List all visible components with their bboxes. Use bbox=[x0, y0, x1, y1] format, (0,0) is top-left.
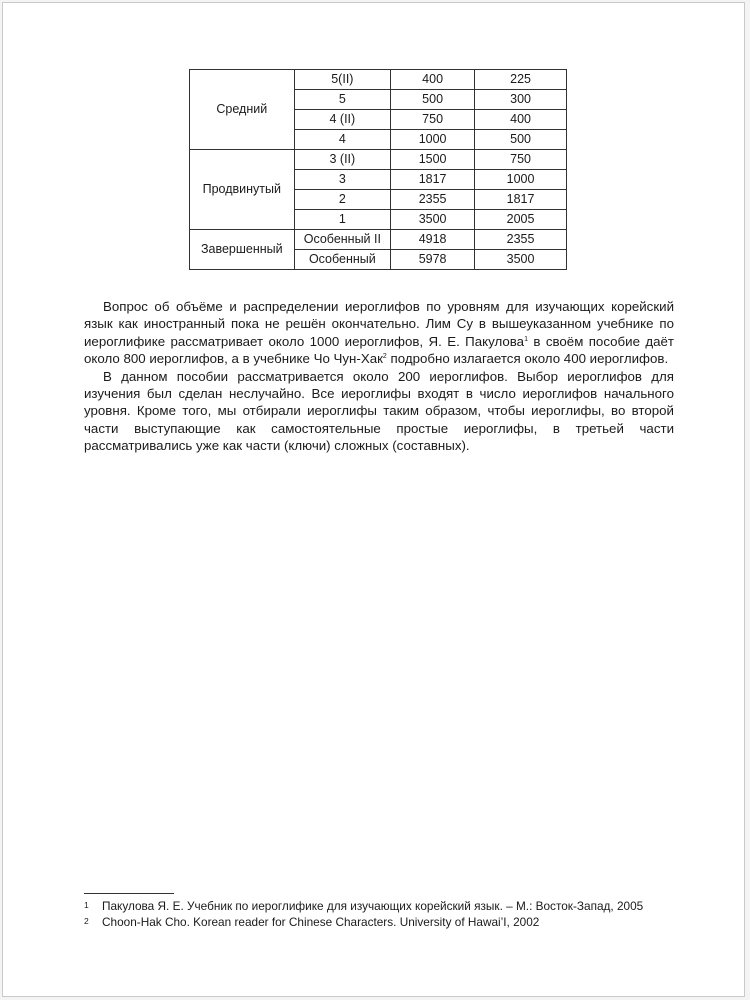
count-cell: 1817 bbox=[475, 190, 567, 210]
footnote bbox=[84, 915, 684, 931]
grade-cell: Особенный II bbox=[294, 230, 390, 250]
count-cell: 750 bbox=[391, 110, 475, 130]
count-cell: 225 bbox=[475, 70, 567, 90]
count-cell: 400 bbox=[475, 110, 567, 130]
count-cell: 400 bbox=[391, 70, 475, 90]
count-cell: 2005 bbox=[475, 210, 567, 230]
body-text bbox=[84, 298, 674, 455]
footnote-number: 2 bbox=[84, 915, 89, 926]
grade-cell: Особенный bbox=[294, 250, 390, 270]
footnote-number: 1 bbox=[84, 900, 89, 910]
count-cell: 1817 bbox=[391, 170, 475, 190]
paragraph-text: в своём пособие даёт около 800 иероглифов, а в учебнике Чо Чун-Хак bbox=[84, 333, 675, 367]
count-cell: 5978 bbox=[391, 250, 475, 270]
paragraph: В данном пособии рассматривается около 200 иероглифов. Выбор иероглифов для изучения был сделан неслучайно. Все иероглифы входят в число иероглифов начального уровня. Кроме того, мы отбирали иероглифы таким образом, чтобы иероглифы, во второй части выступающие как самостоятельные простые иероглифы, в третьей части рассматривались уже как части (ключи) сложных (составных). bbox=[84, 368, 674, 454]
footnote-ref: 2 bbox=[382, 353, 387, 361]
table-row bbox=[190, 230, 567, 250]
count-cell: 1000 bbox=[475, 170, 567, 190]
footnote bbox=[84, 899, 684, 915]
level-cell: Средний bbox=[190, 70, 295, 150]
count-cell: 750 bbox=[475, 150, 567, 170]
footnote-ref: 1 bbox=[524, 335, 528, 343]
hieroglyph-levels-table bbox=[189, 69, 567, 270]
grade-cell: 1 bbox=[294, 210, 390, 230]
count-cell: 300 bbox=[475, 90, 567, 110]
grade-cell: 5 bbox=[294, 90, 390, 110]
count-cell: 1000 bbox=[391, 130, 475, 150]
count-cell: 3500 bbox=[475, 250, 567, 270]
grade-cell: 4 bbox=[294, 130, 390, 150]
count-cell: 500 bbox=[475, 130, 567, 150]
grade-cell: 5(II) bbox=[294, 70, 390, 90]
count-cell: 4918 bbox=[391, 230, 475, 250]
footnote-text: Пакулова Я. Е. Учебник по иероглифике для изучающих корейский язык. – М.: Восток-Запад, 2005 bbox=[102, 899, 644, 913]
count-cell: 500 bbox=[391, 90, 475, 110]
grade-cell: 3 bbox=[294, 170, 390, 190]
level-cell: Продвинутый bbox=[190, 150, 295, 230]
grade-cell: 3 (II) bbox=[294, 150, 390, 170]
count-cell: 1500 bbox=[391, 150, 475, 170]
footnote-divider bbox=[84, 893, 174, 894]
grade-cell: 2 bbox=[294, 190, 390, 210]
count-cell: 3500 bbox=[391, 210, 475, 230]
count-cell: 2355 bbox=[391, 190, 475, 210]
document-page bbox=[2, 2, 745, 997]
table-row bbox=[190, 70, 567, 90]
count-cell: 2355 bbox=[475, 230, 567, 250]
level-cell: Завершенный bbox=[190, 230, 295, 270]
paragraph-text: Вопрос об объёме и распределении иероглифов по уровням для изучающих корейский язык как иностранный пока не решён окончательно. Лим Су в вышеуказанном учебнике по иероглифике рассматривает около 1000 иероглифов, Я. Е. Пакулова bbox=[84, 299, 674, 349]
footnotes bbox=[84, 899, 684, 930]
grade-cell: 4 (II) bbox=[294, 110, 390, 130]
table-row bbox=[190, 150, 567, 170]
paragraph-text: подробно излагается около 400 иероглифов. bbox=[386, 351, 669, 367]
paragraph bbox=[84, 298, 674, 368]
footnote-text: Choon-Hak Cho. Korean reader for Chinese Characters. University of Hawai’I, 2002 bbox=[102, 914, 540, 929]
